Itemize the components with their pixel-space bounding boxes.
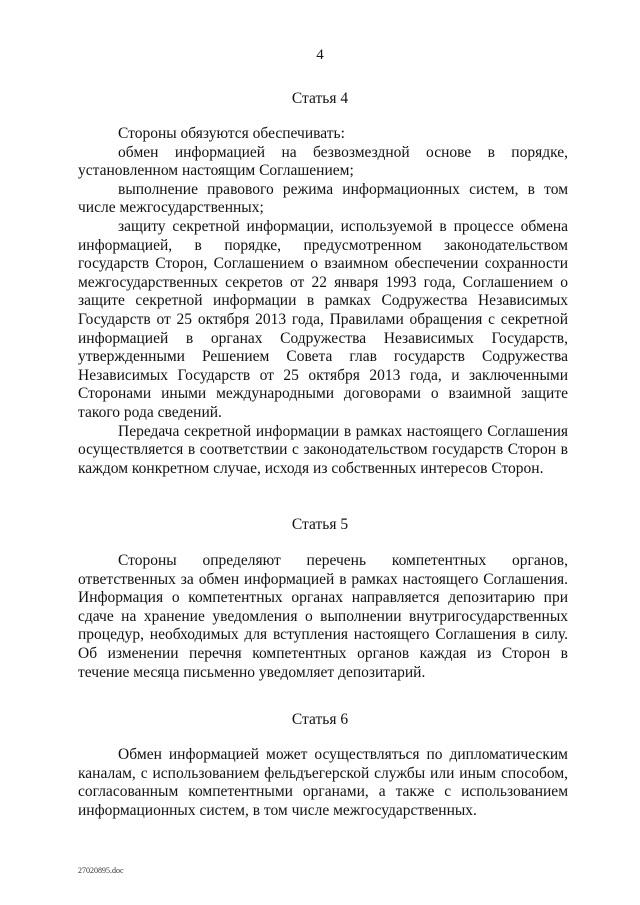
article-6-paragraph: Обмен информацией может осуществляться по дипломатическим каналам, с использованием фельдъегерской службы или иным способом, согласованным компетентными органами, а также с использованием информационных систем, в том числе межгосударственных. bbox=[78, 746, 568, 819]
article-5-body bbox=[78, 552, 568, 682]
article-4-paragraph: обмен информацией на безвозмездной основе в порядке, установленном настоящим Соглашением; bbox=[78, 143, 568, 180]
article-4-body bbox=[78, 125, 568, 478]
article-4-paragraph: Стороны обязуются обеспечивать: bbox=[118, 125, 345, 142]
article-4-heading: Статья 4 bbox=[291, 90, 349, 107]
article-6-heading: Статья 6 bbox=[291, 711, 349, 728]
article-4-paragraph: выполнение правового режима информационных систем, в том числе межгосударственных; bbox=[78, 180, 568, 217]
article-6-body bbox=[78, 746, 568, 820]
article-5-heading: Статья 5 bbox=[291, 516, 349, 533]
article-5-paragraph: Стороны определяют перечень компетентных органов, ответственных за обмен информацией в рамках настоящего Соглашения. Информация о компетентных органах направляется депозитарию при сдаче на хранение уведомления о выполнении внутригосударственных процедур, необходимых для вступления настоящего Соглашения в силу. Об изменении перечня компетентных органов каждая из Сторон в течение месяца письменно уведомляет депозитарий. bbox=[78, 552, 568, 681]
footer-filename: 27020895.doc bbox=[78, 866, 124, 875]
page-number: 4 bbox=[316, 47, 324, 63]
article-4-paragraph: защиту секретной информации, используемой в процессе обмена информацией, в порядке, предусмотренном законодательством государств Сторон, Соглашением о взаимном обеспечении сохранности межгосударственных секретов от 22 января 1993 года, Соглашением о защите секретной информации в рамках Содружества Независимых Государств от 25 октября 2013 года, Правилами обращения с секретной информацией в органах Содружества Независимых Государств, утвержденными Решением Совета глав государств Содружества Независимых Государств от 25 октября 2013 года, и заключенными Сторонами иными международными договорами о взаимной защите такого рода сведений. bbox=[78, 217, 568, 421]
article-4-paragraph: Передача секретной информации в рамках настоящего Соглашения осуществляется в соответствии с законодательством государств Сторон в каждом конкретном случае, исходя из собственных интересов Сторон. bbox=[78, 422, 568, 477]
